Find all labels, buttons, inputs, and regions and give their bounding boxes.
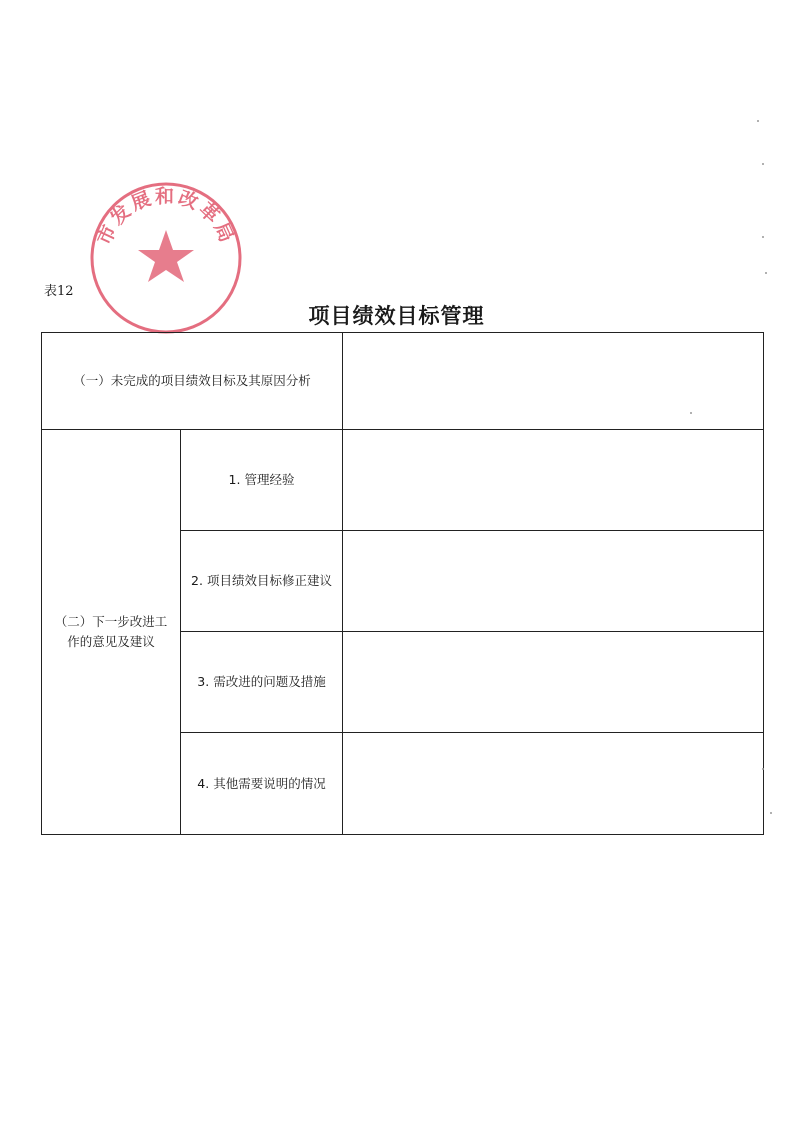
- improvement-section-label: （二）下一步改进工作的意见及建议: [42, 430, 181, 835]
- unfinished-goals-label: （一）未完成的项目绩效目标及其原因分析: [42, 333, 343, 430]
- item-content-issues-measures: [343, 632, 764, 733]
- scan-speck: [757, 120, 759, 122]
- table-row: [42, 333, 764, 430]
- seal-text: 市发展和改革局: [93, 185, 239, 249]
- scan-speck: [770, 812, 772, 814]
- scan-speck: [690, 412, 692, 414]
- item-label-issues-measures: 3. 需改进的问题及措施: [181, 632, 343, 733]
- table-number-label: 表12: [44, 284, 74, 299]
- performance-table: [41, 332, 764, 835]
- item-content-other-notes: [343, 733, 764, 835]
- scan-speck: [762, 768, 764, 770]
- star-icon: [138, 230, 194, 282]
- scan-speck: [762, 236, 764, 238]
- item-label-management-experience: 1. 管理经验: [181, 430, 343, 531]
- table-row: [42, 430, 764, 531]
- item-content-management-experience: [343, 430, 764, 531]
- scan-speck: [762, 163, 764, 165]
- page-title: 项目绩效目标管理: [308, 304, 485, 328]
- item-label-other-notes: 4. 其他需要说明的情况: [181, 733, 343, 835]
- item-content-goal-revision: [343, 531, 764, 632]
- unfinished-goals-content: [343, 333, 764, 430]
- item-label-goal-revision: 2. 项目绩效目标修正建议: [181, 531, 343, 632]
- scan-speck: [765, 272, 767, 274]
